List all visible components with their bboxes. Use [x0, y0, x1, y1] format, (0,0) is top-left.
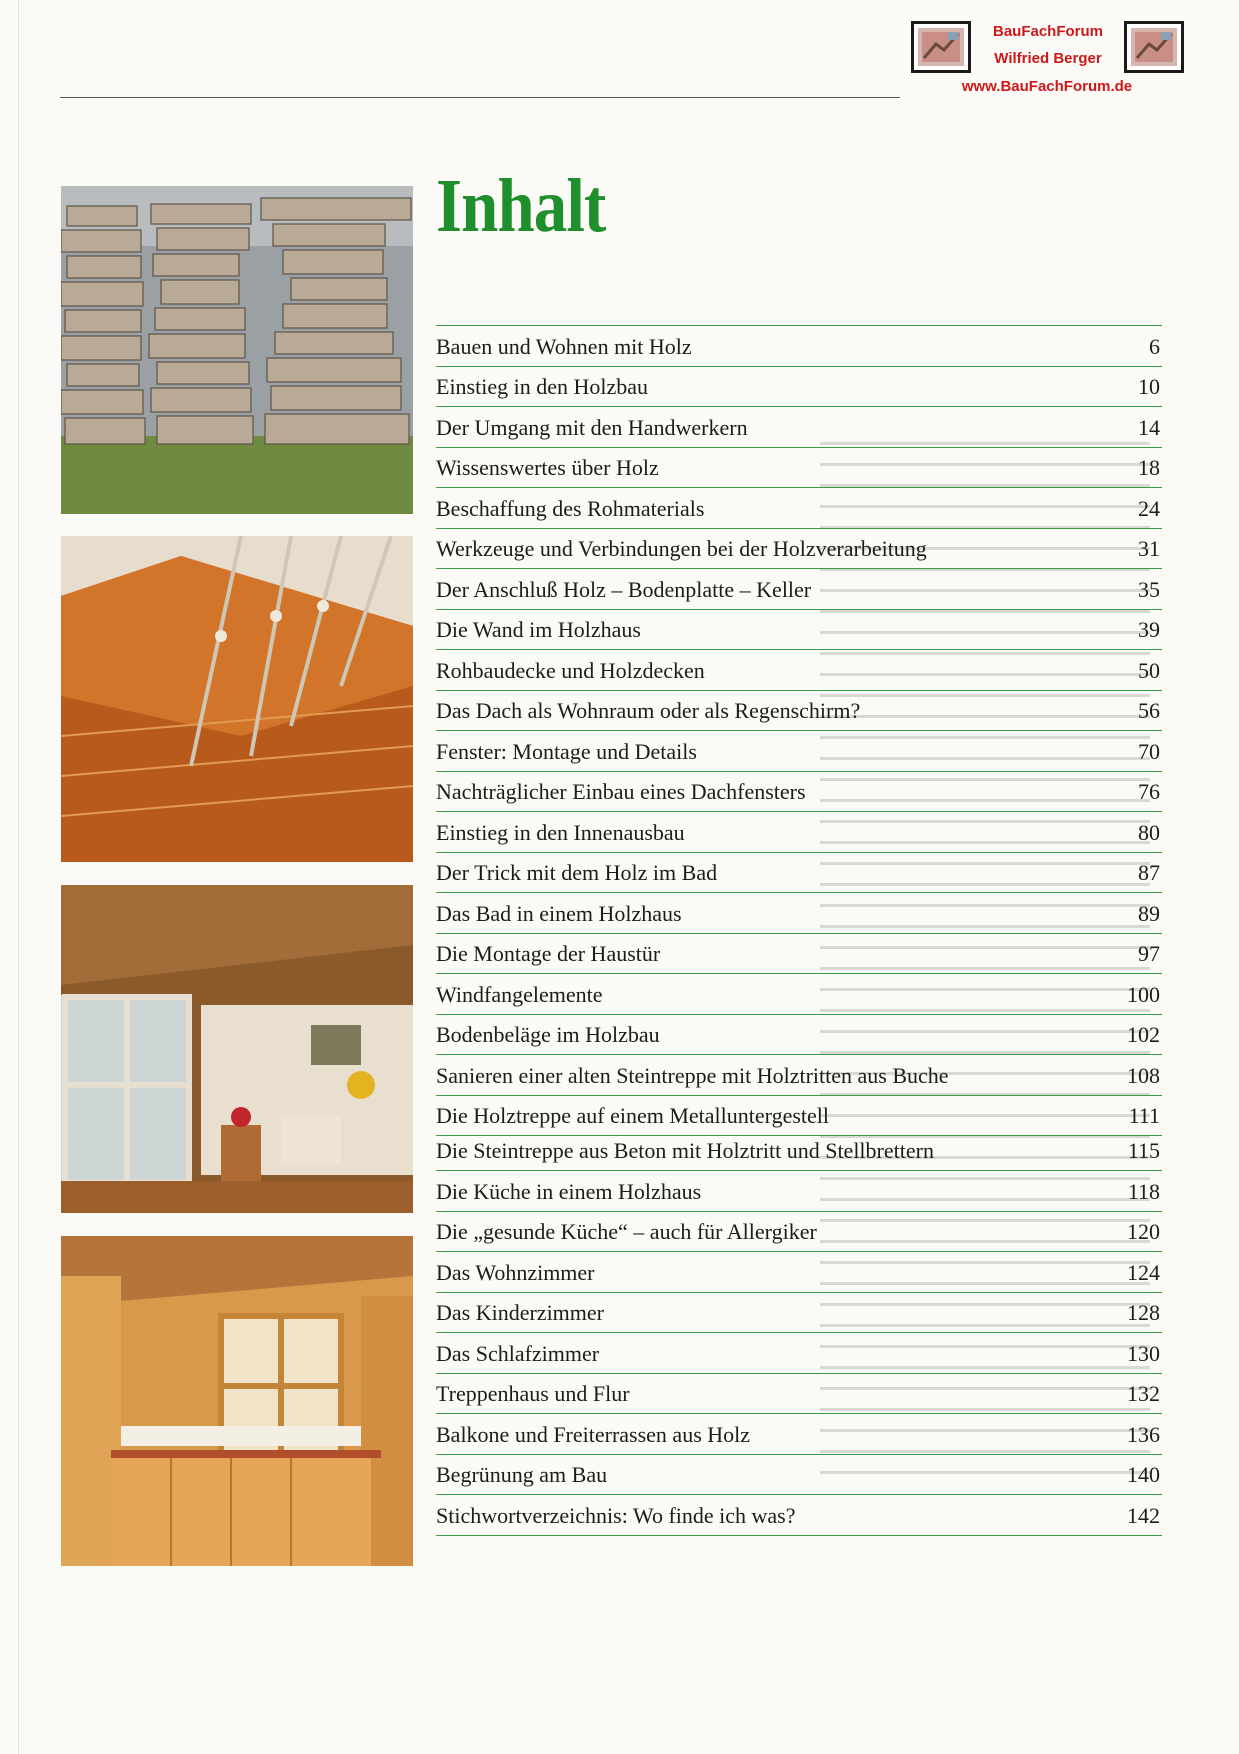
toc-entry[interactable]: [436, 1495, 1162, 1536]
badge-line-1: BauFachForum: [992, 23, 1103, 40]
toc-entry-page: 39: [1138, 617, 1160, 642]
toc-entry[interactable]: [436, 1136, 1162, 1171]
toc-list: [436, 326, 1162, 1536]
toc-entry[interactable]: [436, 1252, 1162, 1293]
badge-url[interactable]: www.BauFachForum.de: [961, 78, 1133, 95]
toc-entry[interactable]: [436, 1414, 1162, 1455]
toc-entry[interactable]: [436, 448, 1162, 489]
toc-entry[interactable]: [436, 812, 1162, 853]
photo-kitchen: [61, 1236, 413, 1566]
toc-entry-page: 10: [1138, 374, 1160, 399]
photo-living-room: [61, 885, 413, 1213]
toc-entry-title: Balkone und Freiterrassen aus Holz: [436, 1421, 751, 1447]
toc-entry-title: Der Umgang mit den Handwerkern: [436, 414, 748, 440]
toc-entry[interactable]: [436, 650, 1162, 691]
toc-entry[interactable]: [436, 1096, 1162, 1137]
toc-entry-page: 111: [1128, 1103, 1160, 1128]
toc-entry-title: Wissenswertes über Holz: [436, 455, 659, 480]
toc-entry-title: Bauen und Wohnen mit Holz: [436, 333, 692, 359]
toc-entry-page: 56: [1138, 698, 1160, 723]
header-rule: [60, 97, 900, 98]
toc-entry-title: Nachträglicher Einbau eines Dachfensters: [436, 779, 806, 804]
toc-entry[interactable]: [436, 731, 1162, 772]
toc-entry[interactable]: [436, 1055, 1162, 1096]
toc-entry[interactable]: [436, 407, 1162, 448]
page-edge: [18, 0, 19, 1754]
toc-entry-title: Das Schlafzimmer: [436, 1340, 600, 1366]
toc-entry-page: 130: [1127, 1340, 1160, 1366]
toc-entry[interactable]: [436, 1333, 1162, 1374]
toc-entry-page: 87: [1138, 860, 1160, 885]
toc-entry-page: 142: [1127, 1502, 1160, 1528]
toc-entry-title: Sanieren einer alten Steintreppe mit Holztritten aus Buche: [436, 1062, 949, 1088]
toc-entry-title: Stichwortverzeichnis: Wo finde ich was?: [436, 1502, 796, 1528]
toc-entry[interactable]: [436, 691, 1162, 732]
toc-entry-page: 24: [1138, 495, 1160, 521]
photo-stacked-timber: [61, 186, 413, 514]
toc-entry[interactable]: [436, 610, 1162, 651]
toc-entry-page: 108: [1127, 1062, 1160, 1088]
toc-entry[interactable]: [436, 1293, 1162, 1334]
toc-entry-title: Einstieg in den Holzbau: [436, 374, 649, 399]
toc-entry-page: 80: [1138, 819, 1160, 845]
toc-entry-title: Das Dach als Wohnraum oder als Regenschirm?: [436, 698, 861, 723]
toc-entry[interactable]: [436, 893, 1162, 934]
toc-entry-title: Das Wohnzimmer: [436, 1259, 595, 1285]
toc-entry-title: Die Steintreppe aus Beton mit Holztritt und Stellbrettern: [436, 1138, 934, 1163]
toc-entry[interactable]: [436, 367, 1162, 408]
toc-entry[interactable]: [436, 488, 1162, 529]
toc-entry-title: Bodenbeläge im Holzbau: [436, 1022, 660, 1047]
toc-entry[interactable]: [436, 1171, 1162, 1212]
toc-entry-title: Begrünung am Bau: [436, 1462, 608, 1487]
toc-entry-title: Treppenhaus und Flur: [436, 1381, 630, 1406]
toc-entry-title: Werkzeuge und Verbindungen bei der Holzverarbeitung: [436, 536, 927, 561]
toc-entry-page: 31: [1138, 536, 1160, 561]
toc-entry-title: Fenster: Montage und Details: [436, 738, 697, 764]
toc-entry-title: Die Küche in einem Holzhaus: [436, 1178, 702, 1204]
toc-entry-title: Der Trick mit dem Holz im Bad: [436, 860, 718, 885]
toc-entry-page: 35: [1138, 576, 1160, 602]
toc-entry-title: Der Anschluß Holz – Bodenplatte – Keller: [436, 576, 812, 602]
toc-entry-page: 118: [1127, 1178, 1160, 1204]
toc-entry-title: Das Kinderzimmer: [436, 1300, 604, 1325]
baufachforum-badge: [908, 18, 1186, 100]
toc-entry[interactable]: [436, 974, 1162, 1015]
toc-entry-title: Einstieg in den Innenausbau: [436, 819, 685, 845]
toc-entry-page: 89: [1138, 900, 1160, 926]
toc-entry-title: Rohbaudecke und Holzdecken: [436, 657, 705, 683]
toc-entry-page: 120: [1127, 1219, 1160, 1244]
toc-entry[interactable]: [436, 569, 1162, 610]
toc-entry-title: Die Holztreppe auf einem Metalluntergestell: [436, 1103, 830, 1128]
toc-entry[interactable]: [436, 1374, 1162, 1415]
toc-entry-page: 97: [1138, 941, 1160, 966]
photo-wooden-staircase: [61, 536, 413, 862]
toc-entry-page: 128: [1127, 1300, 1160, 1325]
toc-entry-page: 70: [1138, 738, 1160, 764]
toc-entry-page: 124: [1127, 1259, 1160, 1285]
toc-entry-page: 18: [1138, 455, 1160, 480]
toc-entry-page: 115: [1127, 1138, 1160, 1163]
toc-entry-page: 76: [1138, 779, 1160, 804]
toc-title: Inhalt: [436, 164, 606, 248]
toc-entry[interactable]: [436, 326, 1162, 367]
toc-entry-page: 136: [1127, 1421, 1160, 1447]
toc-entry-title: Die „gesunde Küche“ – auch für Allergiker: [436, 1219, 817, 1244]
toc-entry[interactable]: [436, 1212, 1162, 1253]
toc-entry[interactable]: [436, 1015, 1162, 1056]
toc-entry-page: 6: [1149, 333, 1160, 359]
toc-entry-page: 14: [1138, 414, 1160, 440]
toc-entry-page: 102: [1127, 1022, 1160, 1047]
toc-entry-title: Das Bad in einem Holzhaus: [436, 900, 682, 926]
toc-entry[interactable]: [436, 772, 1162, 813]
toc-entry-page: 132: [1127, 1381, 1160, 1406]
toc-entry-title: Die Wand im Holzhaus: [436, 617, 641, 642]
toc-entry-page: 100: [1127, 981, 1160, 1007]
toc-entry[interactable]: [436, 934, 1162, 975]
toc-entry-title: Die Montage der Haustür: [436, 941, 661, 966]
toc-entry-page: 50: [1138, 657, 1160, 683]
badge-line-2: Wilfried Berger: [994, 50, 1102, 67]
toc-entry-page: 140: [1127, 1462, 1160, 1487]
baufachforum-logo-icon: [911, 21, 971, 73]
toc-entry[interactable]: [436, 529, 1162, 570]
toc-entry[interactable]: [436, 1455, 1162, 1496]
toc-entry[interactable]: [436, 853, 1162, 894]
toc-entry-title: Windfangelemente: [436, 981, 603, 1007]
toc-entry-title: Beschaffung des Rohmaterials: [436, 495, 705, 521]
baufachforum-logo-icon: [1124, 21, 1184, 73]
